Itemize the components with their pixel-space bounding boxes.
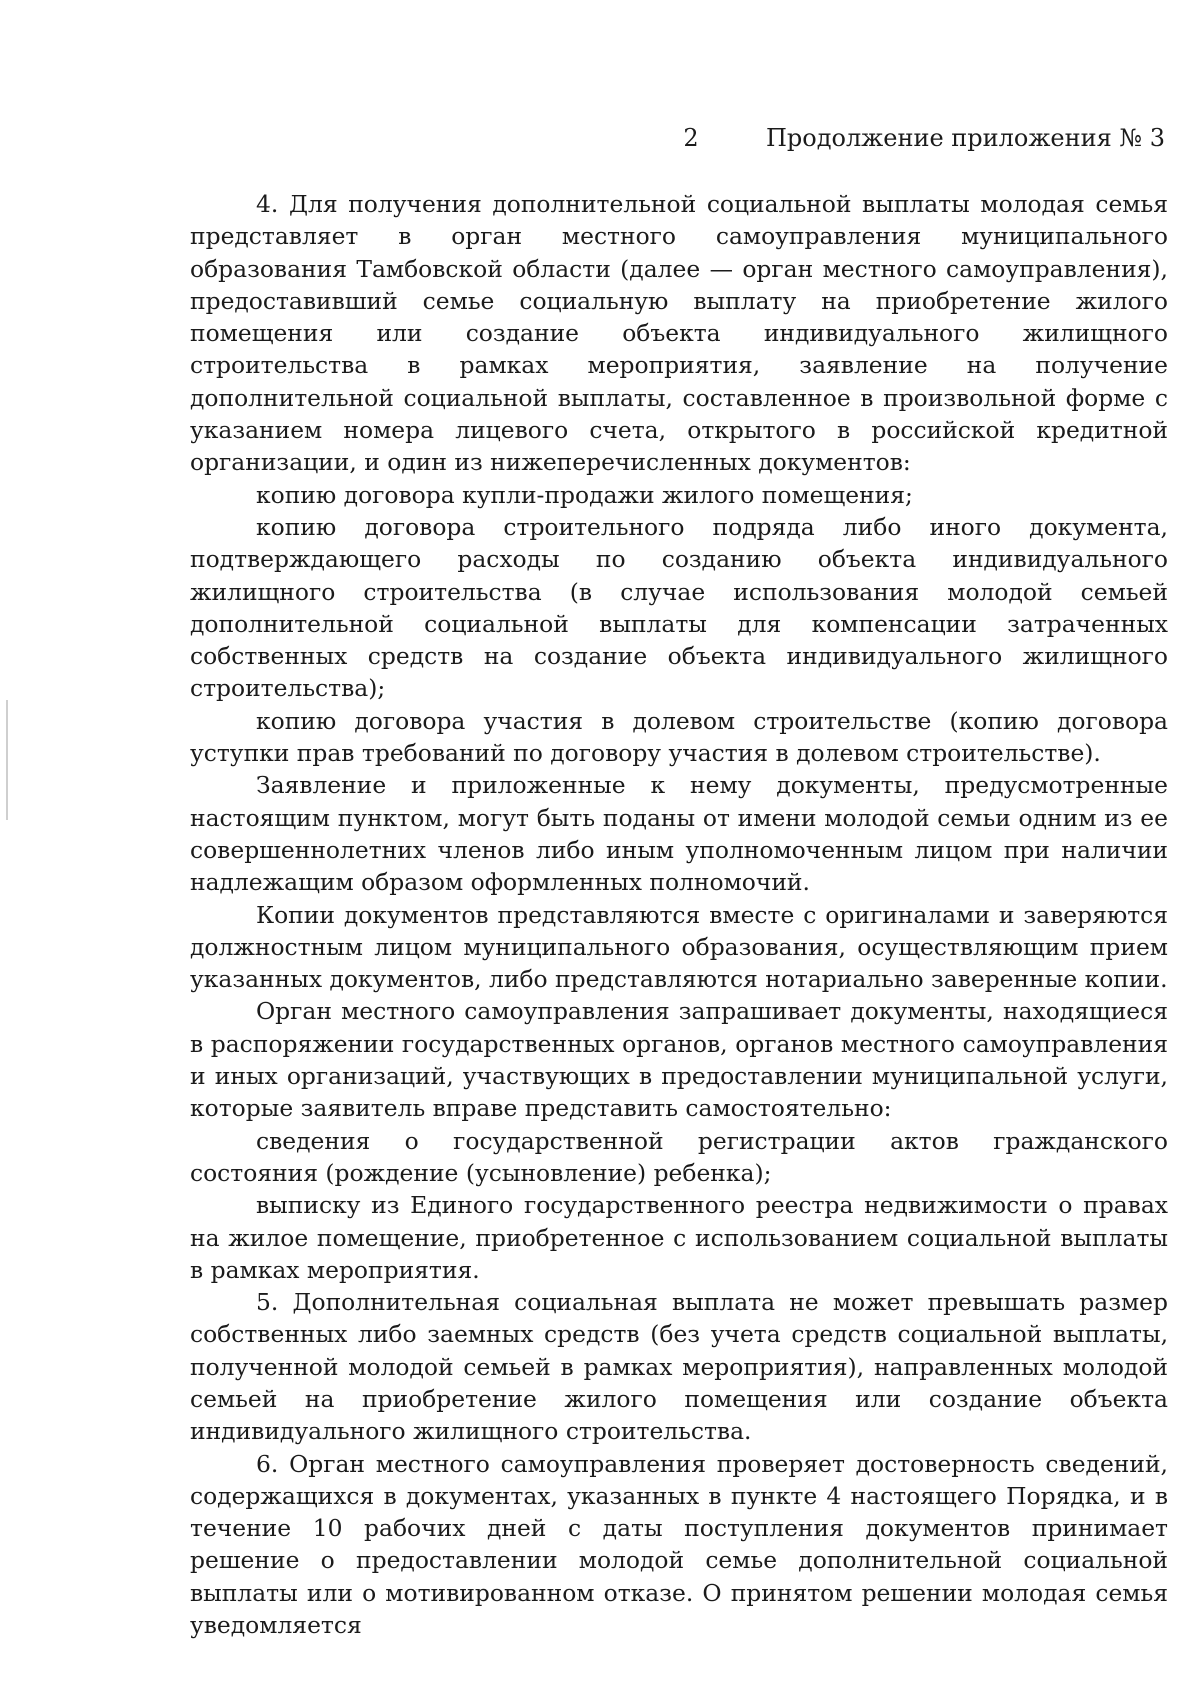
paragraph-document-copies: Копии документов представляются вместе с оригиналами и заверяются должностным лицом муниципального образования, осуществляющим прием указанных документов, либо представляются нотариально заверенные копии.: [190, 900, 1168, 994]
appendix-continuation-label: Продолжение приложения № 3: [765, 124, 1165, 152]
document-body: [190, 188, 1168, 1641]
paragraph-application-submission: Заявление и приложенные к нему документы, предусмотренные настоящим пунктом, могут быть поданы от имени молодой семьи одним из ее совершеннолетних членов либо иным уполномоченным лицом при наличии надлежащим образом оформленных полномочий.: [190, 771, 1168, 897]
paragraph-5: 5. Дополнительная социальная выплата не может превышать размер собственных либо заемных средств (без учета средств социальной выплаты, полученной молодой семьей в рамках мероприятия), направленных молодой семьей на приобретение жилого помещения или создание объекта индивидуального жилищного строительства.: [190, 1288, 1168, 1446]
list-item-purchase-contract: копию договора купли-продажи жилого помещения;: [256, 480, 913, 509]
paragraph-4: 4. Для получения дополнительной социальной выплаты молодая семья представляет в орган местного самоуправления муниципального образования Тамбовской области (далее — орган местного самоуправления), предоставивший семье социальную выплату на приобретение жилого помещения или создание объекта индивидуального жилищного строительства в рамках мероприятия, заявление на получение дополнительной социальной выплаты, составленное в произвольной форме с указанием номера лицевого счета, открытого в российской кредитной организации, и один из нижеперечисленных документов:: [190, 190, 1168, 477]
list-item-civil-registration: сведения о государственной регистрации актов гражданского состояния (рождение (усыновление) ребенка);: [190, 1126, 1168, 1187]
list-item-construction-contract: копию договора строительного подряда либо иного документа, подтверждающего расходы по созданию объекта индивидуального жилищного строительства (в случае использования молодой семьей дополнительной социальной выплаты для компенсации затраченных собственных средств на создание объекта индивидуального жилищного строительства);: [190, 512, 1168, 703]
list-item-real-estate-extract: выписку из Единого государственного реестра недвижимости о правах на жилое помещение, приобретенное с использованием социальной выплаты в рамках мероприятия.: [190, 1191, 1168, 1284]
paragraph-requested-documents: Орган местного самоуправления запрашивает документы, находящиеся в распоряжении государственных органов, органов местного самоуправления и иных организаций, участвующих в предоставлении муниципальной услуги, которые заявитель вправе представить самостоятельно:: [190, 997, 1168, 1123]
scan-edge-mark: [6, 700, 8, 820]
page-number: 2: [683, 124, 699, 152]
list-item-equity-contract: копию договора участия в долевом строительстве (копию договора уступки прав требований по договору участия в долевом строительстве).: [190, 706, 1168, 768]
paragraph-6: 6. Орган местного самоуправления проверяет достоверность сведений, содержащихся в документах, указанных в пункте 4 настоящего Порядка, и в течение 10 рабочих дней с даты поступления документов принимает решение о предоставлении молодой семье дополнительной социальной выплаты или о мотивированном отказе. О принятом решении молодая семья уведомляется: [190, 1449, 1168, 1640]
